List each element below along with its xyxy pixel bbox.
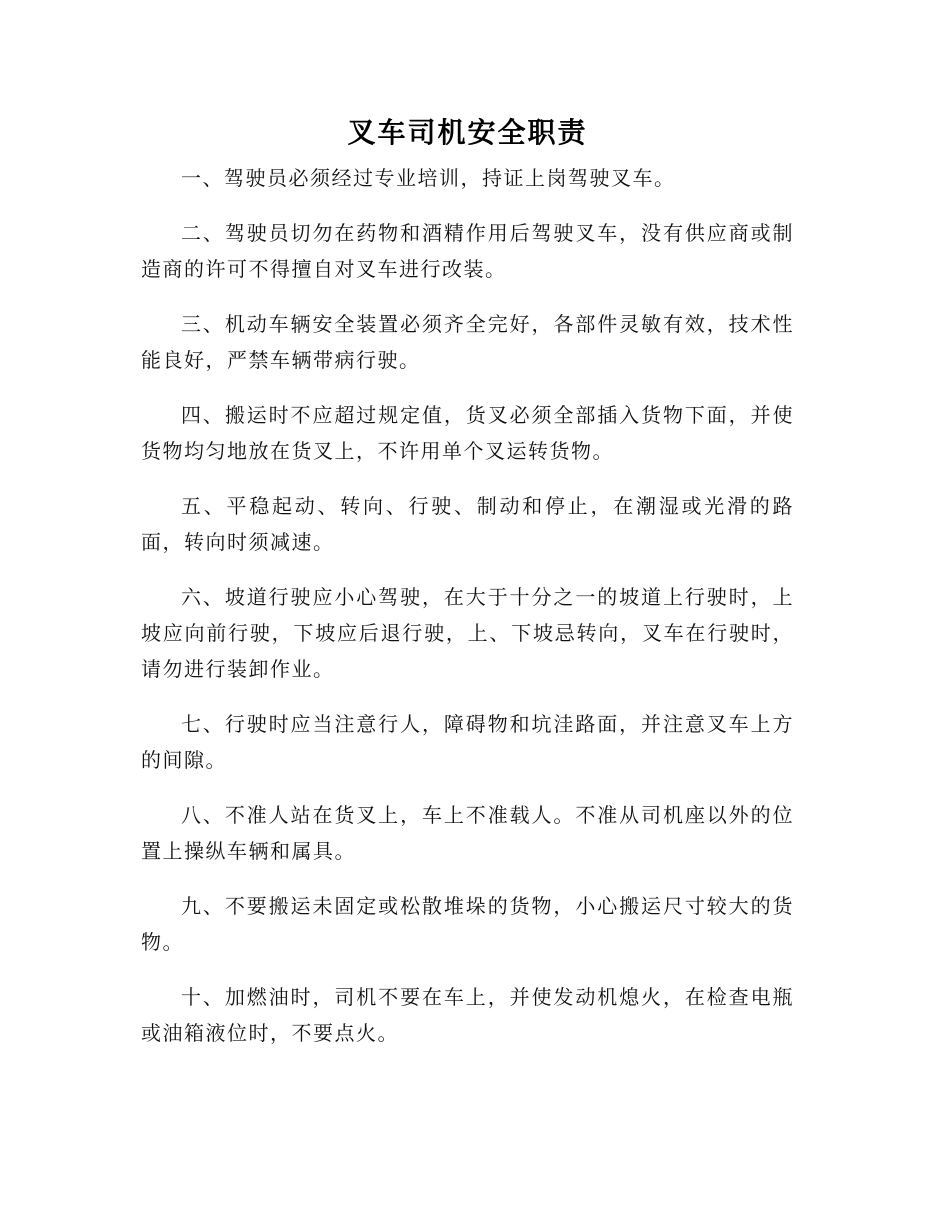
document-body <box>141 112 794 1070</box>
responsibility-item-10: 十、加燃油时，司机不要在车上，并使发动机熄火，在检查电瓶或油箱液位时，不要点火。 <box>141 985 794 1045</box>
responsibility-item-8: 八、不准人站在货叉上，车上不准载人。不准从司机座以外的位置上操纵车辆和属具。 <box>141 803 794 863</box>
responsibility-item-6: 六、坡道行驶应小心驾驶，在大于十分之一的坡道上行驶时，上坡应向前行驶，下坡应后退行驶，上、下坡忌转向，叉车在行驶时，请勿进行装卸作业。 <box>141 585 794 681</box>
responsibility-item-1: 一、驾驶员必须经过专业培训，持证上岗驾驶叉车。 <box>181 166 676 190</box>
responsibility-list <box>141 160 794 1051</box>
responsibility-item-9: 九、不要搬运未固定或松散堆垛的货物，小心搬运尺寸较大的货物。 <box>141 894 794 954</box>
document-title: 叉车司机安全职责 <box>347 116 588 149</box>
responsibility-item-2: 二、驾驶员切勿在药物和酒精作用后驾驶叉车，没有供应商或制造商的许可不得擅自对叉车进行改装。 <box>141 221 794 281</box>
responsibility-item-4: 四、搬运时不应超过规定值，货叉必须全部插入货物下面，并使货物均匀地放在货叉上，不许用单个叉运转货物。 <box>141 403 794 463</box>
responsibility-item-5: 五、平稳起动、转向、行驶、制动和停止，在潮湿或光滑的路面，转向时须减速。 <box>141 494 794 554</box>
responsibility-item-3: 三、机动车辆安全装置必须齐全完好，各部件灵敏有效，技术性能良好，严禁车辆带病行驶。 <box>141 312 794 372</box>
responsibility-item-7: 七、行驶时应当注意行人，障碍物和坑洼路面，并注意叉车上方的间隙。 <box>141 712 794 772</box>
